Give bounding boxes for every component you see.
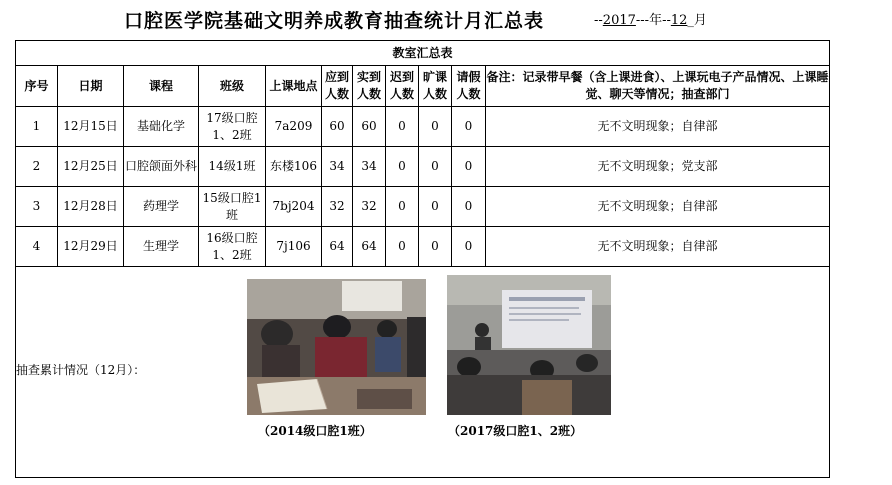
cell-index: 2 (16, 147, 58, 187)
classroom-photo-1 (247, 279, 426, 415)
cell-location: 7a209 (266, 107, 322, 147)
page-title: 口腔医学院基础文明养成教育抽查统计月汇总表 (124, 10, 545, 32)
cell-absent: 0 (419, 107, 452, 147)
cell-location: 东楼106 (266, 147, 322, 187)
cell-expected: 60 (322, 107, 353, 147)
table-caption: 教室汇总表 (16, 41, 830, 66)
cell-class: 16级口腔1、2班 (199, 227, 266, 267)
cell-expected: 32 (322, 187, 353, 227)
table-row (16, 147, 830, 187)
classroom-photo-2 (447, 275, 611, 415)
header-leave: 请假人数 (452, 66, 486, 107)
header-course: 课程 (124, 66, 199, 107)
cell-note: 无不文明现象；自律部 (486, 227, 830, 267)
header-location: 上课地点 (266, 66, 322, 107)
cell-expected: 64 (322, 227, 353, 267)
cell-note: 无不文明现象；自律部 (486, 187, 830, 227)
summary-row (16, 267, 830, 478)
cell-present: 32 (353, 187, 386, 227)
cell-index: 1 (16, 107, 58, 147)
cell-date: 12月25日 (58, 147, 124, 187)
report-date: --2017---年--12_月 (594, 13, 707, 28)
cell-date: 12月29日 (58, 227, 124, 267)
header-note: 备注：记录带早餐（含上课进食）、上课玩电子产品情况、上课睡觉、聊天等情况；抽查部门 (486, 66, 830, 107)
cell-course: 药理学 (124, 187, 199, 227)
cell-course: 基础化学 (124, 107, 199, 147)
cell-location: 7j106 (266, 227, 322, 267)
cell-class: 14级1班 (199, 147, 266, 187)
cell-note: 无不文明现象；党支部 (486, 147, 830, 187)
cell-leave: 0 (452, 107, 486, 147)
cell-late: 0 (386, 147, 419, 187)
photo-area (16, 267, 829, 477)
table-row (16, 107, 830, 147)
photo-caption-2: （2017级口腔1、2班） (448, 424, 583, 438)
cell-absent: 0 (419, 187, 452, 227)
header-date: 日期 (58, 66, 124, 107)
cell-late: 0 (386, 187, 419, 227)
header-present: 实到人数 (353, 66, 386, 107)
cell-note: 无不文明现象；自律部 (486, 107, 830, 147)
summary-label: 抽查累计情况（12月）： (16, 363, 146, 377)
header-expected: 应到人数 (322, 66, 353, 107)
cell-leave: 0 (452, 187, 486, 227)
header-late: 迟到人数 (386, 66, 419, 107)
cell-absent: 0 (419, 147, 452, 187)
report-year: 2017 (602, 13, 636, 28)
cell-leave: 0 (452, 147, 486, 187)
cell-location: 7bj204 (266, 187, 322, 227)
summary-table (15, 40, 830, 478)
cell-present: 60 (353, 107, 386, 147)
table-row (16, 227, 830, 267)
cell-class: 17级口腔1、2班 (199, 107, 266, 147)
cell-date: 12月28日 (58, 187, 124, 227)
cell-absent: 0 (419, 227, 452, 267)
table-row (16, 187, 830, 227)
cell-present: 64 (353, 227, 386, 267)
cell-present: 34 (353, 147, 386, 187)
header-index: 序号 (16, 66, 58, 107)
photo-caption-1: （2014级口腔1班） (258, 424, 372, 438)
table-header-row (16, 66, 830, 107)
header-absent: 旷课人数 (419, 66, 452, 107)
cell-expected: 34 (322, 147, 353, 187)
cell-class: 15级口腔1班 (199, 187, 266, 227)
report-month: 12 (670, 13, 688, 28)
cell-index: 3 (16, 187, 58, 227)
cell-course: 生理学 (124, 227, 199, 267)
cell-late: 0 (386, 107, 419, 147)
cell-index: 4 (16, 227, 58, 267)
cell-late: 0 (386, 227, 419, 267)
header-class: 班级 (199, 66, 266, 107)
cell-course: 口腔颌面外科 (124, 147, 199, 187)
cell-leave: 0 (452, 227, 486, 267)
cell-date: 12月15日 (58, 107, 124, 147)
